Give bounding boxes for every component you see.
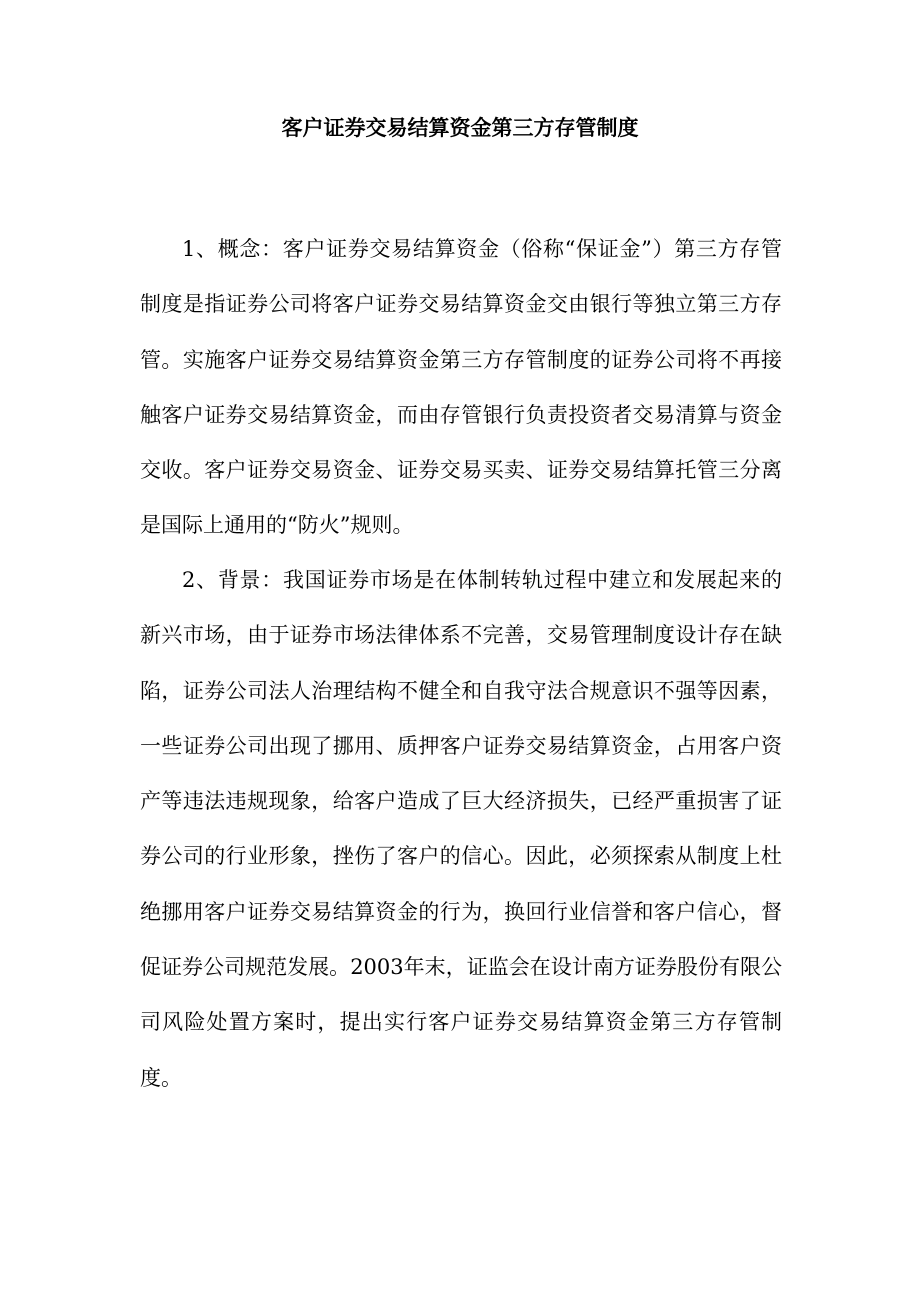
document-title: 客户证券交易结算资金第三方存管制度 <box>281 115 639 140</box>
paragraph-concept: 1、概念：客户证券交易结算资金（俗称“保证金”）第三方存管制度是指证券公司将客户证券交易结算资金交由银行等独立第三方存管。实施客户证券交易结算资金第三方存管制度的证券公司将不再接触客户证券交易结算资金，而由存管银行负责投资者交易清算与资金交收。客户证券交易资金、证券交易买卖、证券交易结算托管三分离是国际上通用的“防火”规则。 <box>140 237 782 538</box>
paragraph-background: 2、背景：我国证券市场是在体制转轨过程中建立和发展起来的新兴市场，由于证券市场法律体系不完善，交易管理制度设计存在缺陷，证券公司法人治理结构不健全和自我守法合规意识不强等因素，一些证券公司出现了挪用、质押客户证券交易结算资金，占用客户资产等违法违规现象，给客户造成了巨大经济损失，已经严重损害了证券公司的行业形象，挫伤了客户的信心。因此，必须探索从制度上杜绝挪用客户证券交易结算资金的行为，换回行业信誉和客户信心，督促证券公司规范发展。2003年末，证监会在设计南方证券股份有限公司风险处置方案时，提出实行客户证券交易结算资金第三方存管制度。 <box>140 568 782 1090</box>
